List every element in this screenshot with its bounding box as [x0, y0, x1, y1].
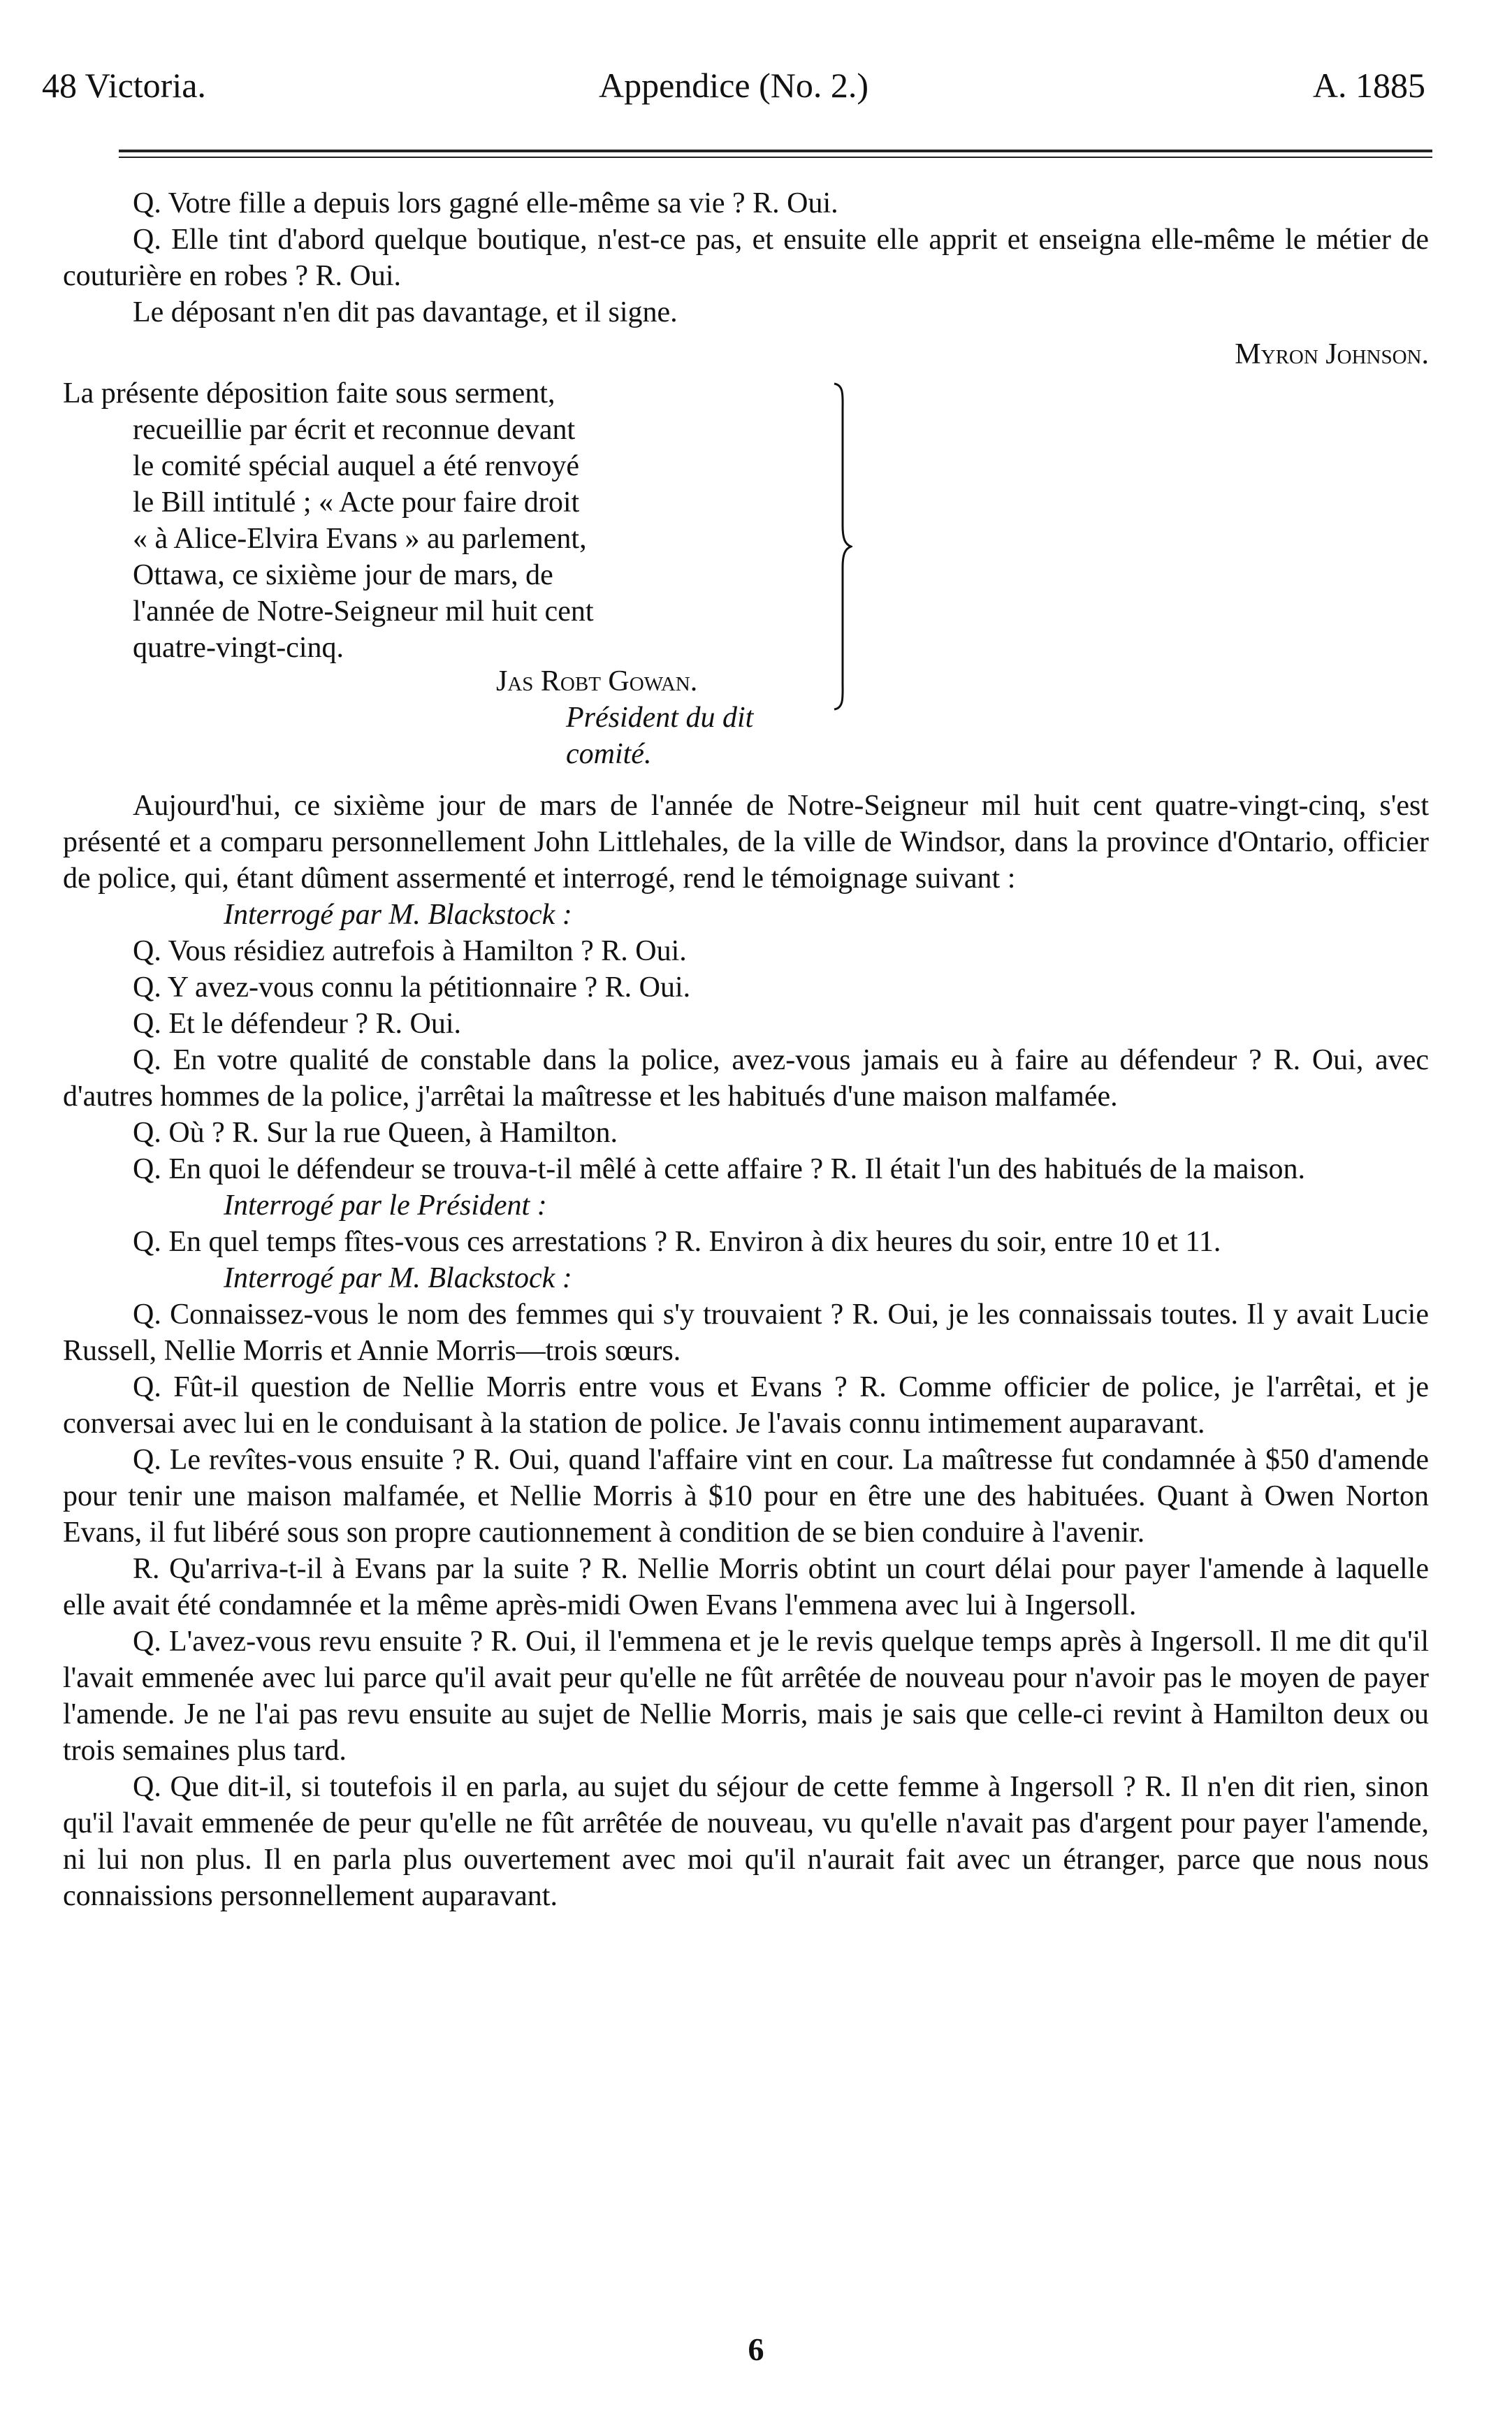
document-body	[63, 185, 1429, 1914]
header-appendix: Appendice (No. 2.)	[599, 66, 868, 105]
deposition-attestation	[63, 375, 1429, 770]
attestation-line: Ottawa, ce sixième jour de mars, de	[133, 559, 553, 591]
qa-paragraph: Q. Le revîtes-vous ensuite ? R. Oui, quand l'affaire vint en cour. La maîtresse fut condamnée à $50 d'amende pour tenir une maison malfamée, et Nellie Morris à $10 pour en être une des habituées. Quant à Owen Norton Evans, il fut libéré sous son propre cautionnement à condition de se bien conduire à l'avenir.	[63, 1444, 1429, 1549]
witness-signature: Myron Johnson.	[1235, 338, 1429, 370]
header-year: A. 1885	[1312, 66, 1425, 105]
header-rule-thick	[119, 150, 1432, 152]
running-header	[42, 64, 1425, 120]
qa-paragraph: Q. Vous résidiez autrefois à Hamilton ? R. Oui.	[133, 935, 687, 967]
attestation-line: La présente déposition faite sous serment,	[63, 377, 555, 410]
qa-paragraph: Q. L'avez-vous revu ensuite ? R. Oui, il l'emmena et je le revis quelque temps après à Ingersoll. Il me dit qu'il l'avait emmenée avec lui parce qu'il avait peur qu'elle ne fût arrêtée de nouveau pour n'avoir pas le moyen de payer l'amende. Je ne l'ai pas revu ensuite au sujet de Nellie Morris, mais je sais que celle-ci revint à Hamilton deux ou trois semaines plus tard.	[63, 1626, 1429, 1767]
qa-paragraph: Q. Connaissez-vous le nom des femmes qui s'y trouvaient ? R. Oui, je les connaissais toutes. Il y avait Lucie Russell, Nellie Morris et Annie Morris—trois sœurs.	[63, 1298, 1429, 1367]
presiding-signature	[433, 663, 824, 772]
paragraph: Le déposant n'en dit pas davantage, et il signe.	[133, 296, 678, 328]
curly-brace-icon	[831, 382, 852, 711]
attestation-line: « à Alice-Elvira Evans » au parlement,	[133, 523, 587, 555]
qa-paragraph: Q. En quel temps fîtes-vous ces arrestations ? R. Environ à dix heures du soir, entre 10 et 11.	[133, 1226, 1221, 1258]
examiner-heading: Interrogé par M. Blackstock :	[224, 1262, 572, 1294]
attestation-line: quatre-vingt-cinq.	[133, 632, 344, 664]
header-volume: 48 Victoria.	[42, 66, 206, 105]
page-number: 6	[748, 2331, 764, 2367]
qa-paragraph: Q. Que dit-il, si toutefois il en parla, au sujet du séjour de cette femme à Ingersoll ? R. Il n'en dit rien, sinon qu'il l'avait emmenée de peur qu'elle ne fût arrêtée de nouveau, vu qu'elle n'avait pas d'argent pour payer l'amende, ni lui non plus. Il en parla plus ouvertement avec moi qu'il n'aurait fait avec un étranger, parce que nous nous connaissions personnellement auparavant.	[63, 1771, 1429, 1912]
qa-paragraph: Q. Y avez-vous connu la pétitionnaire ? R. Oui.	[133, 971, 691, 1004]
paragraph: Aujourd'hui, ce sixième jour de mars de l'année de Notre-Seigneur mil huit cent quatre-vingt-cinq, s'est présenté et a comparu personnellement John Littlehales, de la ville de Windsor, dans la province d'Ontario, officier de police, qui, étant dûment assermenté et interrogé, rend le témoignage suivant :	[63, 790, 1429, 895]
qa-paragraph: R. Qu'arriva-t-il à Evans par la suite ? R. Nellie Morris obtint un court délai pour payer l'amende à laquelle elle avait été condamnée et la même après-midi Owen Evans l'emmena avec lui à Ingersoll.	[63, 1553, 1429, 1621]
attestation-line: le comité spécial auquel a été renvoyé	[133, 450, 580, 482]
qa-paragraph: Q. En quoi le défendeur se trouva-t-il mêlé à cette affaire ? R. Il était l'un des habitués de la maison.	[133, 1153, 1306, 1185]
header-rule-thin	[119, 157, 1432, 158]
qa-paragraph: Q. En votre qualité de constable dans la police, avez-vous jamais eu à faire au défendeur ? R. Oui, avec d'autres hommes de la police, j'arrêtai la maîtresse et les habitués d'une maison malfamée.	[63, 1044, 1429, 1113]
signer-title: Président du dit comité.	[566, 702, 754, 770]
qa-paragraph: Q. Fût-il question de Nellie Morris entre vous et Evans ? R. Comme officier de police, je l'arrêtai, et je conversai avec lui en le conduisant à la station de police. Je l'avais connu intimement auparavant.	[63, 1371, 1429, 1440]
attestation-line: recueillie par écrit et reconnue devant	[133, 414, 576, 446]
attestation-line: l'année de Notre-Seigneur mil huit cent	[133, 595, 594, 628]
attestation-text	[63, 375, 804, 666]
paragraph: Q. Elle tint d'abord quelque boutique, n'est-ce pas, et ensuite elle apprit et enseigna elle-même le métier de couturière en robes ? R. Oui.	[63, 224, 1429, 292]
signer-name: Jas Robt Gowan.	[496, 665, 698, 697]
examiner-heading: Interrogé par le Président :	[224, 1189, 547, 1222]
attestation-line: le Bill intitulé ; « Acte pour faire droit	[133, 486, 580, 519]
paragraph: Q. Votre fille a depuis lors gagné elle-même sa vie ? R. Oui.	[133, 187, 838, 219]
examiner-heading: Interrogé par M. Blackstock :	[224, 899, 572, 931]
qa-paragraph: Q. Et le défendeur ? R. Oui.	[133, 1008, 462, 1040]
qa-paragraph: Q. Où ? R. Sur la rue Queen, à Hamilton.	[133, 1117, 618, 1149]
